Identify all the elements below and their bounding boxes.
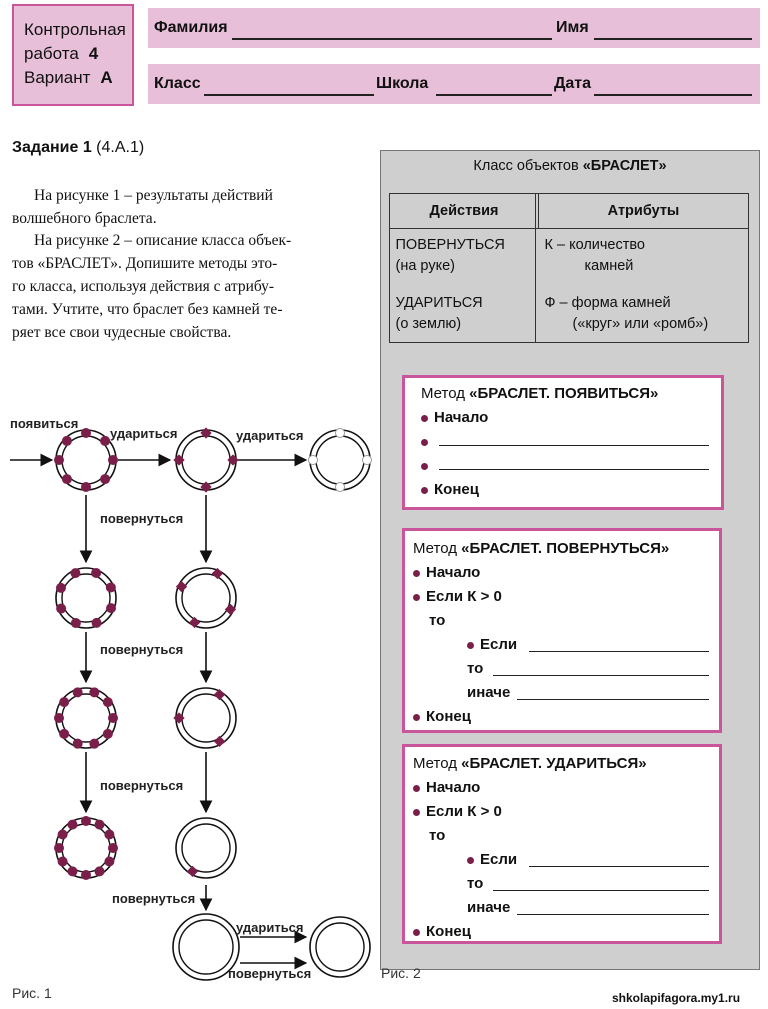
circle-stone xyxy=(82,871,91,880)
circle-stone xyxy=(109,714,118,723)
watermark: shkolapifagora.my1.ru xyxy=(612,991,741,1005)
bracelet-ring-inner xyxy=(179,920,233,974)
action-name: УДАРИТЬСЯ xyxy=(395,294,483,311)
circle-stone xyxy=(71,569,80,578)
school-field[interactable] xyxy=(436,94,552,96)
figure1-caption: Рис. 1 xyxy=(12,985,52,1001)
method-appear-box xyxy=(402,375,724,510)
circle-stone xyxy=(68,867,77,876)
method-turn-then: то xyxy=(429,612,446,629)
circle-stone xyxy=(57,604,66,613)
work-label: работа xyxy=(24,44,79,63)
circle-stone xyxy=(55,714,64,723)
method-appear-step2 xyxy=(421,457,434,474)
name-field[interactable] xyxy=(594,38,752,40)
bullet-icon xyxy=(413,570,420,577)
circle-stone xyxy=(109,844,118,853)
circle-stone xyxy=(101,436,110,445)
method-strike-start: Начало xyxy=(413,779,480,796)
task-title: Задание 1 (4.А.1) xyxy=(12,139,145,156)
label-strike-2: удариться xyxy=(236,428,304,443)
name-label: Имя xyxy=(556,19,589,36)
class-title: Класс объектов «БРАСЛЕТ» xyxy=(473,158,667,174)
task-para2-line3: го класса, используя действия с атрибу- xyxy=(12,278,275,295)
bullet-icon xyxy=(413,785,420,792)
bracelet-diagram xyxy=(0,380,380,1000)
circle-stone xyxy=(71,619,80,628)
method-strike-inner-else: иначе xyxy=(467,899,511,916)
col-attributes: Атрибуты xyxy=(539,194,749,229)
empty-stone xyxy=(336,483,345,492)
circle-stone xyxy=(62,475,71,484)
method-strike-title: Метод «БРАСЛЕТ. УДАРИТЬСЯ» xyxy=(413,755,647,772)
method-turn-box xyxy=(402,528,722,733)
bullet-icon xyxy=(421,439,428,446)
bullet-icon xyxy=(421,415,428,422)
action-note: (о землю) xyxy=(395,315,462,332)
variant-label: Вариант xyxy=(24,68,91,87)
method-turn-answer-else[interactable] xyxy=(517,699,709,700)
method-strike-inner-then: то xyxy=(467,875,484,892)
circle-stone xyxy=(92,618,101,627)
circle-stone xyxy=(62,436,71,445)
circle-stone xyxy=(107,604,116,613)
bracelet-ring-inner xyxy=(182,436,230,484)
col-actions: Действия xyxy=(390,194,539,229)
circle-stone xyxy=(58,830,67,839)
circle-stone xyxy=(109,456,118,465)
surname-field[interactable] xyxy=(232,38,552,40)
attr-note: («круг» или «ромб») xyxy=(572,315,709,332)
bullet-icon xyxy=(467,642,474,649)
method-strike-answer-if[interactable] xyxy=(529,866,709,867)
bracelet-ring-inner xyxy=(182,574,230,622)
method-strike-answer-then[interactable] xyxy=(493,890,709,891)
task-para2-line4: тами. Учтите, что браслет без камней те- xyxy=(12,301,283,318)
circle-stone xyxy=(82,817,91,826)
method-strike-inner-if: Если xyxy=(467,851,517,868)
method-strike-end: Конец xyxy=(413,923,471,940)
action-name: ПОВЕРНУТЬСЯ xyxy=(395,237,505,253)
class-name: «БРАСЛЕТ» xyxy=(582,158,667,174)
empty-stone xyxy=(336,429,345,438)
figure2-caption: Рис. 2 xyxy=(381,965,421,981)
circle-stone xyxy=(103,698,112,707)
circle-stone xyxy=(60,698,69,707)
attr-name: К – количество xyxy=(544,237,645,253)
test-label: Контрольная xyxy=(24,20,126,39)
bullet-icon xyxy=(413,714,420,721)
circle-stone xyxy=(68,820,77,829)
label-turn-5: повернуться xyxy=(228,966,312,981)
label-appear: появиться xyxy=(10,416,79,431)
circle-stone xyxy=(90,688,99,697)
method-turn-if: Если К > 0 xyxy=(413,588,502,605)
method-turn-title: Метод «БРАСЛЕТ. ПОВЕРНУТЬСЯ» xyxy=(413,540,670,557)
circle-stone xyxy=(82,483,91,492)
label-turn-1: повернуться xyxy=(100,511,184,526)
empty-stone xyxy=(309,456,318,465)
method-strike-box xyxy=(402,744,722,944)
method-turn-end: Конец xyxy=(413,708,471,725)
circle-stone xyxy=(56,583,65,592)
method-turn-inner-else: иначе xyxy=(467,684,511,701)
method-appear-answer-2[interactable] xyxy=(439,469,709,470)
method-appear-title: Метод «БРАСЛЕТ. ПОЯВИТЬСЯ» xyxy=(421,385,659,402)
bracelet-ring-inner xyxy=(62,574,110,622)
circle-stone xyxy=(58,857,67,866)
work-number: 4 xyxy=(88,44,99,63)
task-para1-line2: волшебного браслета. xyxy=(12,210,157,227)
bullet-icon xyxy=(467,857,474,864)
table-row xyxy=(390,229,749,287)
date-label: Дата xyxy=(554,75,592,92)
method-strike-then: то xyxy=(429,827,446,844)
circle-stone xyxy=(55,456,64,465)
name-strip xyxy=(148,8,760,48)
method-turn-answer-then[interactable] xyxy=(493,675,709,676)
table-divider xyxy=(535,193,536,343)
bullet-icon xyxy=(413,929,420,936)
bracelet-ring-inner xyxy=(182,694,230,742)
attributes-table xyxy=(389,193,749,347)
method-appear-end: Конец xyxy=(421,481,479,498)
method-appear-start: Начало xyxy=(421,409,488,426)
bullet-icon xyxy=(421,487,428,494)
empty-stone xyxy=(363,456,372,465)
method-turn-inner-if: Если xyxy=(467,636,517,653)
circle-stone xyxy=(73,688,82,697)
label-strike-1: удариться xyxy=(110,426,178,441)
bracelet-ring-inner xyxy=(316,436,364,484)
class-label: Класс xyxy=(154,75,201,92)
variant-value: А xyxy=(100,68,113,87)
bullet-icon xyxy=(421,463,428,470)
label-strike-3: удариться xyxy=(236,920,304,935)
circle-stone xyxy=(95,867,104,876)
attr-note: камней xyxy=(584,258,634,274)
task-para2-line2: тов «БРАСЛЕТ». Допишите методы это- xyxy=(12,255,278,272)
method-turn-start: Начало xyxy=(413,564,480,581)
task-para2-line5: ряет все свои чудесные свойства. xyxy=(12,324,232,341)
class-field[interactable] xyxy=(204,94,374,96)
table-row xyxy=(390,287,749,347)
task-para2-line1: На рисунке 2 – описание класса объек- xyxy=(34,232,292,249)
circle-stone xyxy=(90,739,99,748)
label-turn-4: повернуться xyxy=(112,891,196,906)
method-strike-if: Если К > 0 xyxy=(413,803,502,820)
circle-stone xyxy=(106,583,115,592)
bracelet-ring-inner xyxy=(316,923,364,971)
circle-stone xyxy=(55,844,64,853)
bullet-icon xyxy=(413,594,420,601)
task-para1-line1: На рисунке 1 – результаты действий xyxy=(34,187,273,204)
circle-stone xyxy=(82,429,91,438)
school-label: Школа xyxy=(376,75,429,92)
method-appear-step1 xyxy=(421,433,434,450)
circle-stone xyxy=(103,729,112,738)
task-code: (4.А.1) xyxy=(96,139,145,156)
circle-stone xyxy=(101,475,110,484)
circle-stone xyxy=(105,830,114,839)
surname-label: Фамилия xyxy=(154,19,228,36)
bracelet-ring-inner xyxy=(182,824,230,872)
school-strip xyxy=(148,64,760,104)
action-note: (на руке) xyxy=(395,258,455,274)
circle-stone xyxy=(105,857,114,866)
method-appear-answer-1[interactable] xyxy=(439,445,709,446)
bullet-icon xyxy=(413,809,420,816)
bracelet-ring-inner xyxy=(62,824,110,872)
circle-stone xyxy=(95,820,104,829)
label-turn-3: повернуться xyxy=(100,778,184,793)
test-info-box xyxy=(12,4,134,106)
circle-stone xyxy=(73,739,82,748)
label-turn-2: повернуться xyxy=(100,642,184,657)
date-field[interactable] xyxy=(594,94,752,96)
attr-name: Ф – форма камней xyxy=(544,294,671,311)
circle-stone xyxy=(60,729,69,738)
method-turn-inner-then: то xyxy=(467,660,484,677)
circle-stone xyxy=(92,568,101,577)
method-strike-answer-else[interactable] xyxy=(517,914,709,915)
method-turn-answer-if[interactable] xyxy=(529,651,709,652)
bracelet-ring-inner xyxy=(62,694,110,742)
